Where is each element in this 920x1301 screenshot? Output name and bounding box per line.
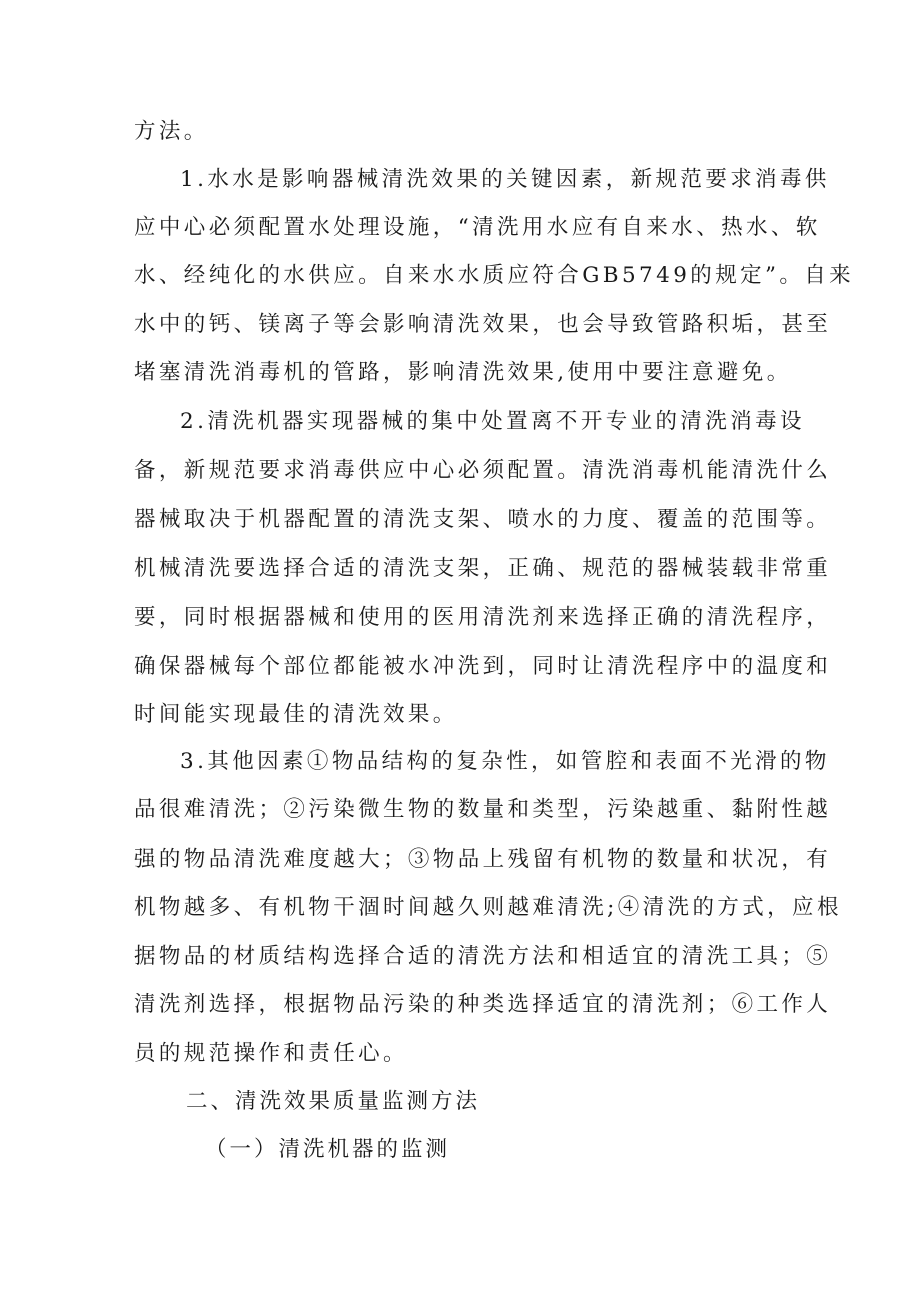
- paragraph-line: 员的规范操作和责任心。: [134, 1041, 408, 1066]
- paragraph-line: 应中心必须配置水处理设施，“清洗用水应有自来水、热水、软: [134, 215, 821, 240]
- paragraph-line: 机械清洗要选择合适的清洗支架，正确、规范的器械装载非常重: [134, 556, 832, 581]
- subsection-heading: （一）清洗机器的监测: [205, 1137, 451, 1162]
- paragraph-line: 确保器械每个部位都能被水冲洗到，同时让清洗程序中的温度和: [134, 654, 832, 679]
- paragraph-line: 2.清洗机器实现器械的集中处置离不开专业的清洗消毒设: [180, 409, 805, 434]
- paragraph-line: 据物品的材质结构选择合适的清洗方法和相适宜的清洗工具；⑤: [134, 944, 832, 969]
- paragraph-line: 水、经纯化的水供应。自来水水质应符合GB5749的规定”。自来: [134, 263, 855, 288]
- paragraph-line: 1.水水是影响器械清洗效果的关键因素，新规范要求消毒供: [180, 167, 830, 192]
- paragraph-line: 3.其他因素①物品结构的复杂性，如管腔和表面不光滑的物: [180, 749, 830, 774]
- paragraph-line: 清洗剂选择，根据物品污染的种类选择适宜的清洗剂；⑥工作人: [134, 992, 832, 1017]
- paragraph-line: 水中的钙、镁离子等会影响清洗效果，也会导致管路积垢，甚至: [134, 312, 832, 337]
- paragraph-line: 品很难清洗；②污染微生物的数量和类型，污染越重、黏附性越: [134, 797, 832, 822]
- paragraph-line: 器械取决于机器配置的清洗支架、喷水的力度、覆盖的范围等。: [134, 507, 832, 532]
- paragraph-line: 堵塞清洗消毒机的管路，影响清洗效果,使用中要注意避免。: [134, 360, 792, 385]
- paragraph-line: 时间能实现最佳的清洗效果。: [134, 702, 458, 727]
- paragraph-line: 机物越多、有机物干涸时间越久则越难清洗;④清洗的方式，应根: [134, 895, 842, 920]
- paragraph-line: 强的物品清洗难度越大；③物品上残留有机物的数量和状况，有: [134, 847, 832, 872]
- paragraph-line: 方法。: [134, 119, 209, 144]
- paragraph-line: 备，新规范要求消毒供应中心必须配置。清洗消毒机能清洗什么: [134, 458, 832, 483]
- paragraph-line: 要，同时根据器械和使用的医用清洗剂来选择正确的清洗程序，: [134, 605, 832, 630]
- section-heading: 二、清洗效果质量监测方法: [186, 1089, 481, 1114]
